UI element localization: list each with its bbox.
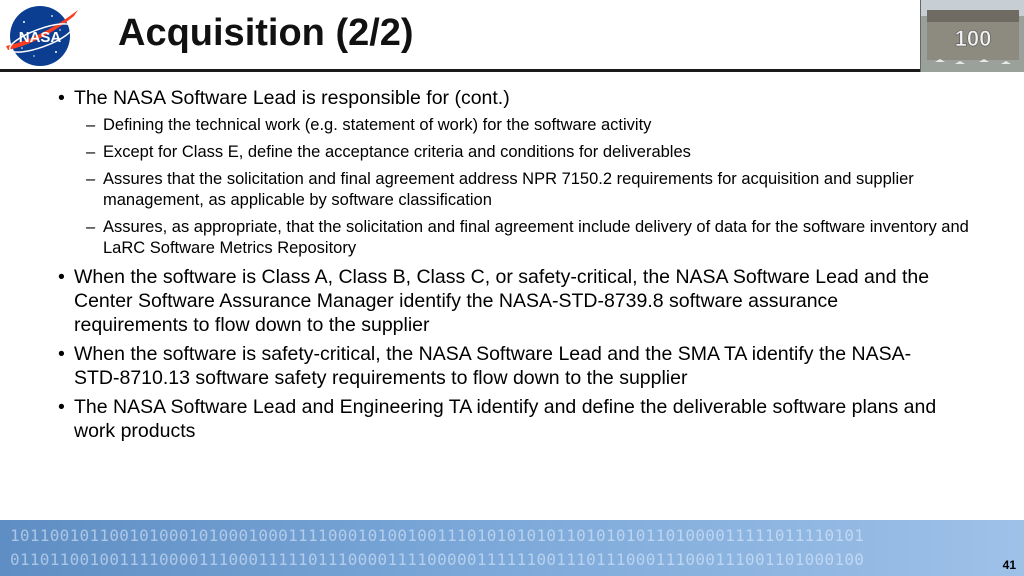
sub-bullet-text: Assures, as appropriate, that the solicitation and final agreement include delivery of data for the software inventory and LaRC Software Metrics Repository — [103, 218, 969, 257]
slide-content — [0, 86, 1024, 448]
sub-bullet-item — [0, 169, 1024, 211]
bullet-marker: • — [58, 266, 65, 288]
dash-marker: – — [86, 116, 96, 134]
bullet-text: The NASA Software Lead and Engineering TA identify and define the deliverable software plans and work products — [74, 396, 937, 442]
sub-bullet-text: Assures that the solicitation and final agreement address NPR 7150.2 requirements for acquisition and supplier management, as applicable by software classification — [103, 170, 914, 209]
title-divider — [0, 69, 920, 72]
sub-bullet-item — [0, 115, 1024, 136]
corner-photo-label: 100 — [954, 26, 992, 51]
bullet-text: When the software is Class A, Class B, Class C, or safety-critical, the NASA Software Lead and the Center Software Assurance Manager identify the NASA-STD-8739.8 software assurance requirements to flow down to the supplier — [74, 266, 930, 336]
bullet-marker: • — [58, 87, 65, 109]
dash-marker: – — [86, 143, 96, 161]
bullet-item — [0, 265, 1024, 337]
nasa-logo-text: NASA — [18, 29, 62, 46]
sub-bullet-text: Defining the technical work (e.g. statement of work) for the software activity — [103, 116, 652, 134]
page-title: Acquisition (2/2) — [118, 12, 414, 54]
bullet-marker: • — [58, 343, 65, 365]
bullet-text: When the software is safety-critical, the NASA Software Lead and the SMA TA identify the NASA-STD-8710.13 software safety requirements to flow down to the supplier — [74, 343, 912, 389]
page-number: 41 — [1002, 558, 1016, 572]
footer-band — [0, 520, 1024, 576]
sub-bullet-text: Except for Class E, define the acceptance criteria and conditions for deliverables — [103, 143, 691, 161]
bullet-item — [0, 342, 1024, 390]
sub-bullet-item — [0, 142, 1024, 163]
nasa-logo — [4, 2, 80, 68]
corner-photo — [920, 0, 1024, 72]
bullet-text: The NASA Software Lead is responsible for (cont.) — [74, 87, 510, 109]
binary-pattern: 10110010110010100010100010001111000101001001110101010101101010101101000011111011110101 — [10, 526, 865, 545]
binary-pattern: 01101100100111100001110001111101110000111100000111111001110111000111000111001101000100 — [10, 550, 865, 569]
bullet-marker: • — [58, 396, 65, 418]
dash-marker: – — [86, 170, 96, 188]
sub-bullet-item — [0, 217, 1024, 259]
dash-marker: – — [86, 218, 96, 236]
bullet-item — [0, 395, 1024, 443]
bullet-item — [0, 86, 1024, 110]
